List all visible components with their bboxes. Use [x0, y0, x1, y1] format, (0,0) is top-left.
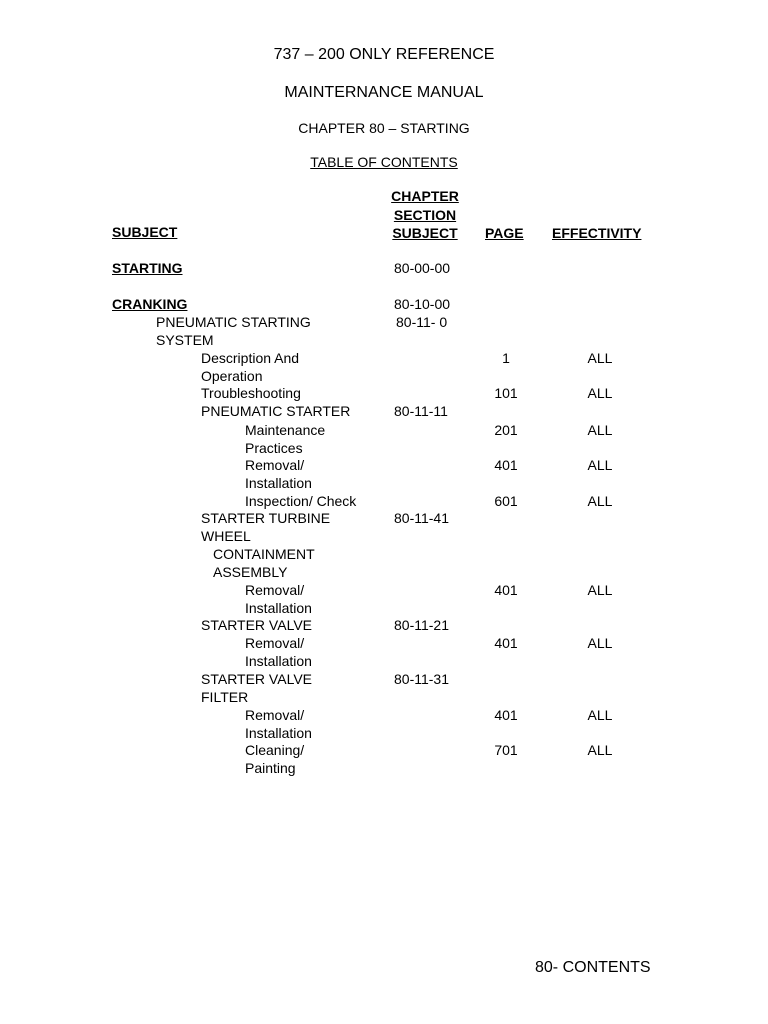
toc-entry-page: 401 [494, 457, 518, 473]
toc-entry-subject: CRANKING [112, 296, 188, 312]
column-header-chapter-subject: SUBJECT [392, 225, 458, 241]
toc-entry-chapter: 80-11-41 [394, 510, 450, 526]
column-header-chapter: CHAPTER [391, 188, 459, 204]
toc-entry-page: 1 [502, 350, 510, 366]
toc-entry-subject: CONTAINMENT ASSEMBLY [213, 546, 315, 580]
toc-entry-page: 401 [494, 582, 518, 598]
column-header-subject: SUBJECT [112, 224, 178, 240]
toc-entry-subject: Removal/ Installation [245, 582, 312, 616]
toc-entry-effectivity: ALL [587, 385, 613, 401]
toc-entry-subject: Removal/ Installation [245, 707, 312, 741]
toc-entry-subject: STARTER TURBINE WHEEL [201, 510, 331, 544]
toc-entry-subject: STARTING [112, 260, 183, 276]
toc-entry-subject: PNEUMATIC STARTING SYSTEM [156, 314, 311, 348]
toc-entry-subject: STARTER VALVE FILTER [201, 671, 312, 705]
column-header-section: SECTION [393, 207, 457, 223]
toc-entry-subject: Troubleshooting [201, 385, 301, 401]
toc-entry-subject: Description And Operation [201, 350, 300, 384]
page-footer-label: 80- CONTENTS [535, 959, 651, 976]
toc-title: TABLE OF CONTENTS [310, 154, 458, 170]
toc-entry-page: 401 [494, 635, 518, 651]
toc-entry-subject: Inspection/ Check [245, 493, 357, 509]
toc-entry-effectivity: ALL [587, 422, 613, 438]
toc-entry-effectivity: ALL [587, 742, 613, 758]
toc-entry-subject: Maintenance Practices [245, 422, 326, 456]
chapter-title: CHAPTER 80 – STARTING [298, 120, 470, 136]
manual-reference-title: 737 – 200 ONLY REFERENCE [273, 46, 495, 63]
toc-entry-subject: PNEUMATIC STARTER [201, 403, 351, 419]
toc-entry-chapter: 80-10-00 [394, 296, 451, 312]
toc-entry-page: 601 [494, 493, 518, 509]
toc-entry-effectivity: ALL [587, 457, 613, 473]
toc-entry-chapter: 80-11- 0 [396, 314, 448, 330]
toc-entry-page: 101 [494, 385, 518, 401]
column-header-effectivity: EFFECTIVITY [552, 225, 642, 241]
toc-entry-effectivity: ALL [587, 582, 613, 598]
toc-entry-chapter: 80-00-00 [394, 260, 451, 276]
toc-entry-effectivity: ALL [587, 635, 613, 651]
toc-entry-chapter: 80-11-31 [394, 671, 450, 687]
toc-entry-chapter: 80-11-11 [394, 403, 448, 419]
toc-entry-subject: Cleaning/ Painting [245, 742, 305, 776]
toc-entry-page: 401 [494, 707, 518, 723]
toc-entry-subject: Removal/ Installation [245, 457, 312, 491]
toc-entry-subject: STARTER VALVE [201, 617, 312, 633]
column-header-page: PAGE [485, 225, 524, 241]
toc-entry-chapter: 80-11-21 [394, 617, 450, 633]
toc-entry-effectivity: ALL [587, 493, 613, 509]
toc-entry-effectivity: ALL [587, 350, 613, 366]
toc-entry-subject: Removal/ Installation [245, 635, 312, 669]
toc-entry-page: 701 [494, 742, 518, 758]
toc-entry-effectivity: ALL [587, 707, 613, 723]
manual-title: MAINTERNANCE MANUAL [284, 84, 484, 101]
toc-entry-page: 201 [494, 422, 518, 438]
